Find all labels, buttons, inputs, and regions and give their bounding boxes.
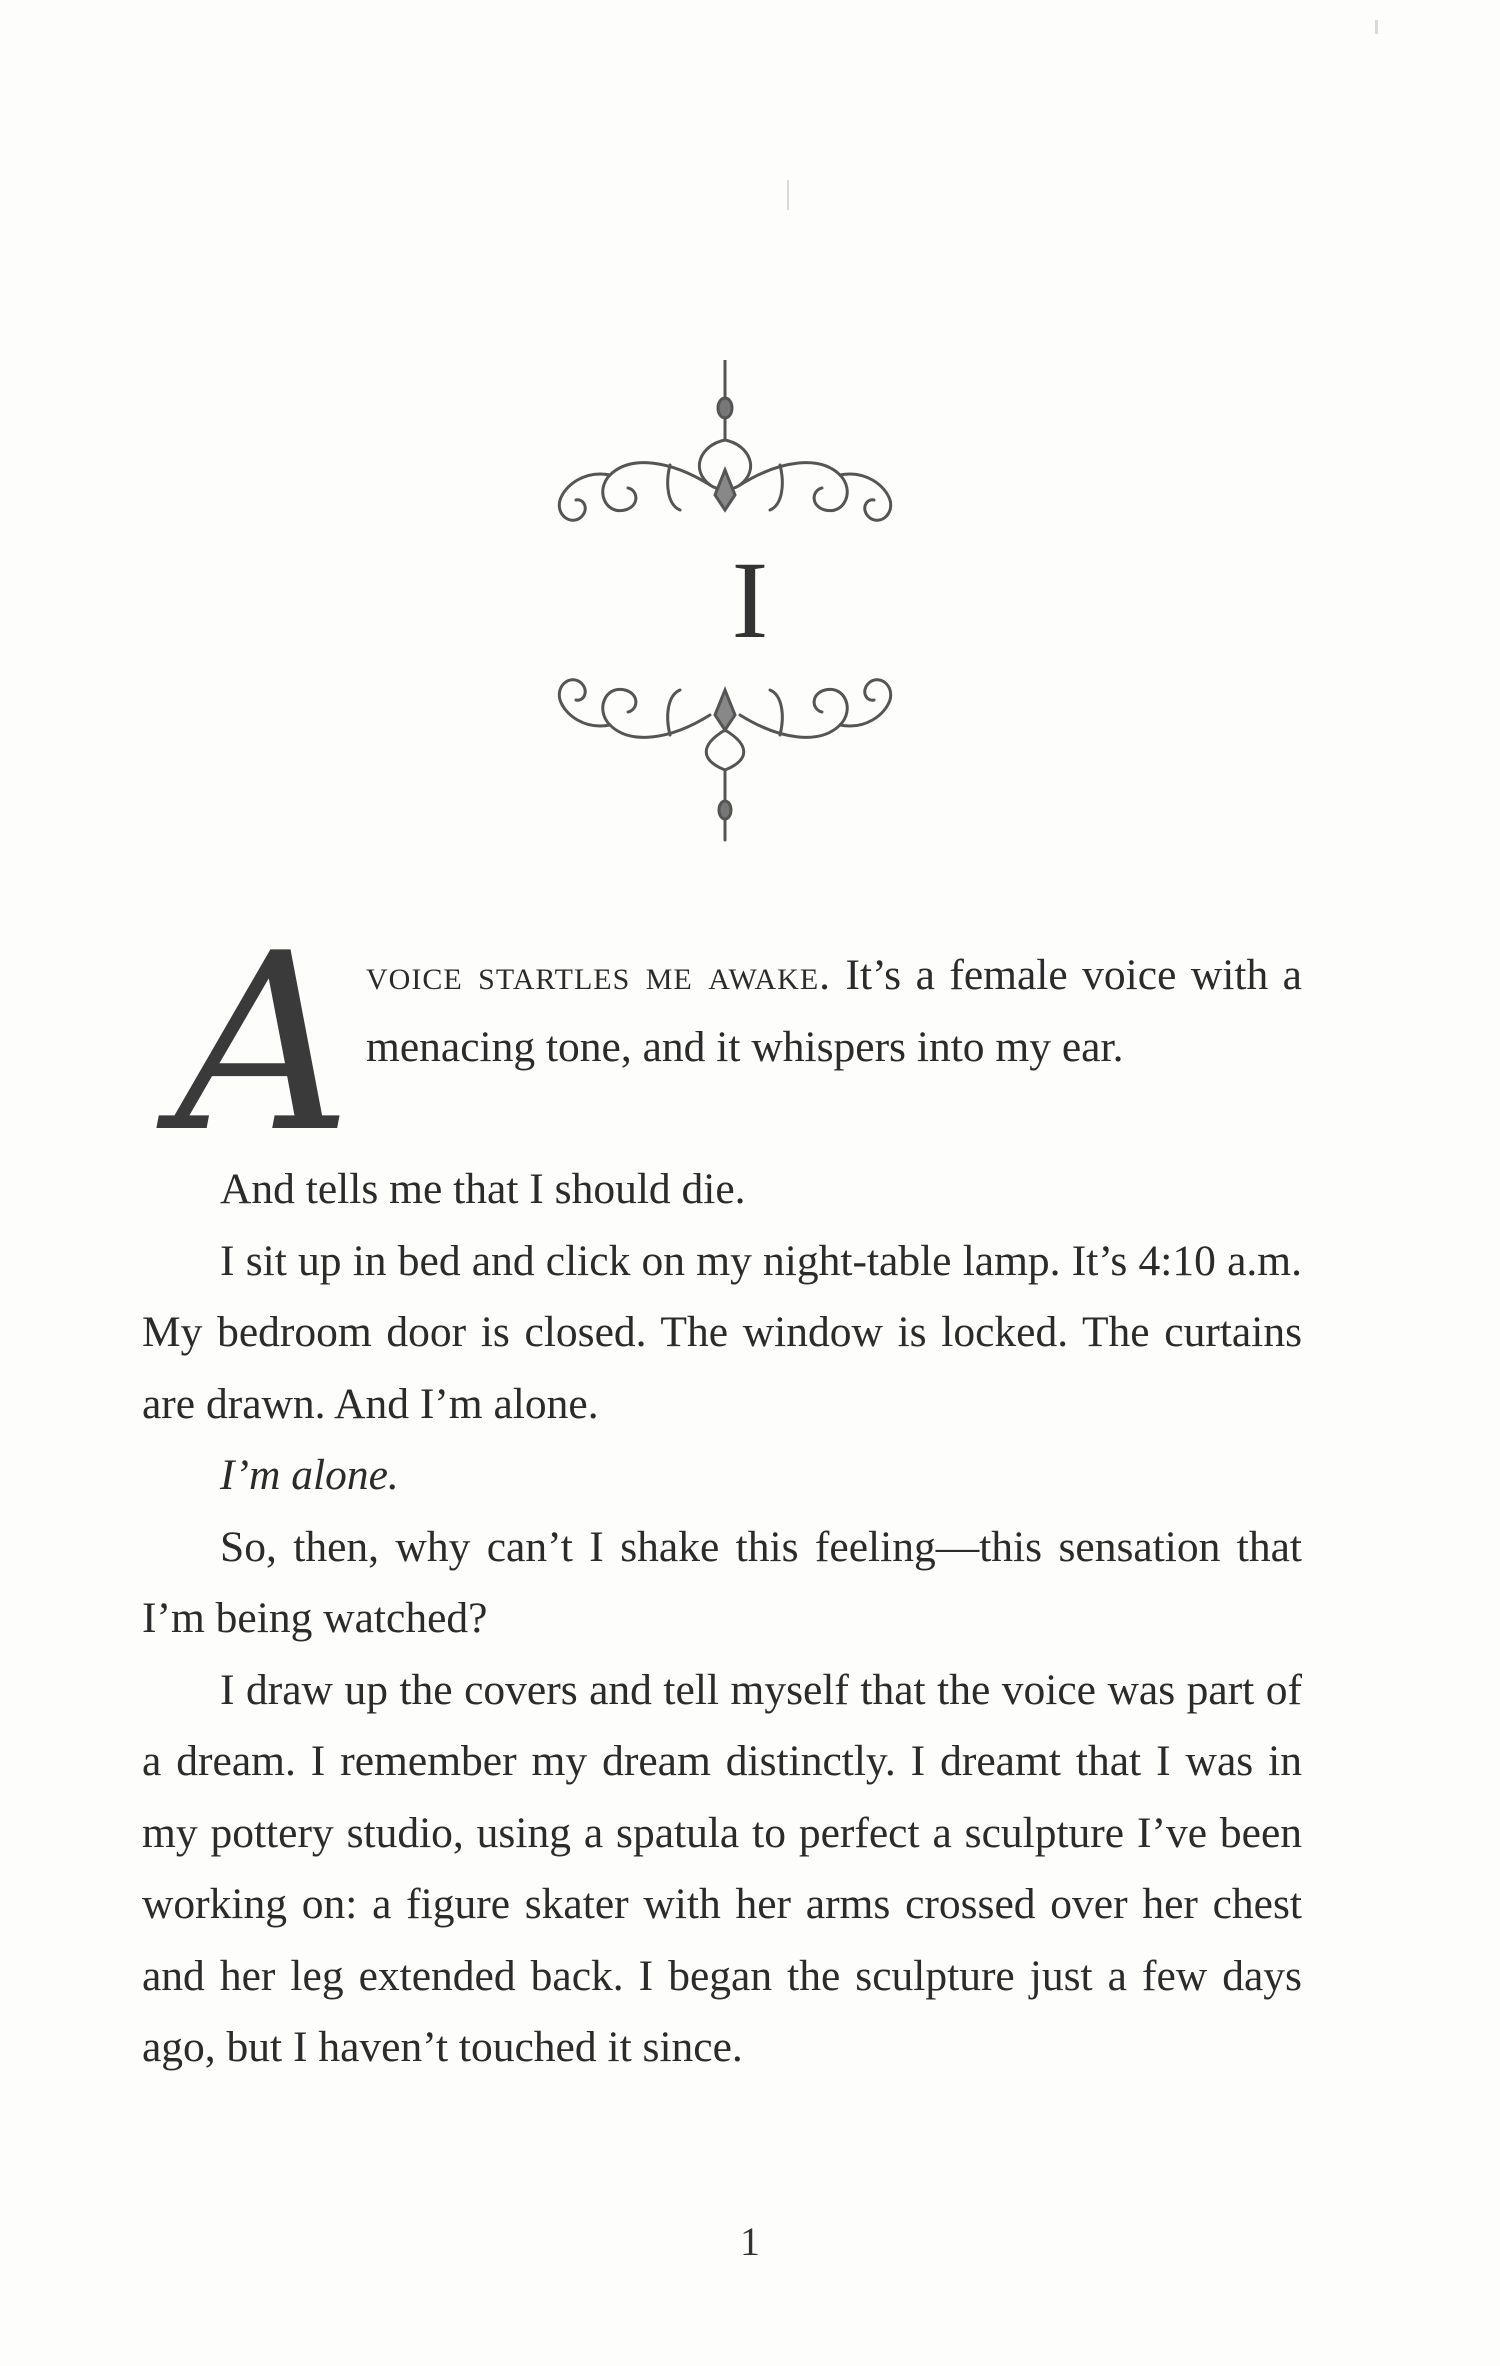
- paragraph: And tells me that I should die.: [220, 1165, 746, 1213]
- opening-small-caps: voice startles me awake.: [366, 951, 832, 999]
- paragraph: I draw up the covers and tell myself that the voice was part of a dream. I remember my dream distinctly. I dreamt that I was in my pottery studio, using a spatula to perfect a sculpture I’ve been working on: a figure skater with her arms crossed over her chest and her leg extended back. I began the sculpture just a few days ago, but I haven’t touched it since.: [142, 1665, 1302, 2071]
- scan-mark: [1375, 20, 1378, 34]
- opening-paragraph: [142, 901, 1302, 1186]
- opening-rest: It’s a female voice with a menacing tone, and it whispers into my ear.: [366, 951, 1302, 1071]
- drop-cap: A: [175, 901, 352, 1186]
- paragraph: So, then, why can’t I shake this feeling—this sensation that I’m being watched?: [142, 1522, 1302, 1642]
- scan-mark: [787, 180, 789, 210]
- paragraph: I sit up in bed and click on my night-table lamp. It’s 4:10 a.m. My bedroom door is closed. The window is locked. The curtains are drawn. And I’m alone.: [142, 1236, 1302, 1428]
- chapter-numeral: I: [731, 539, 769, 661]
- page-number: 1: [740, 2219, 760, 2264]
- paragraph-italic: I’m alone.: [220, 1451, 399, 1499]
- chapter-text: [142, 901, 1302, 2084]
